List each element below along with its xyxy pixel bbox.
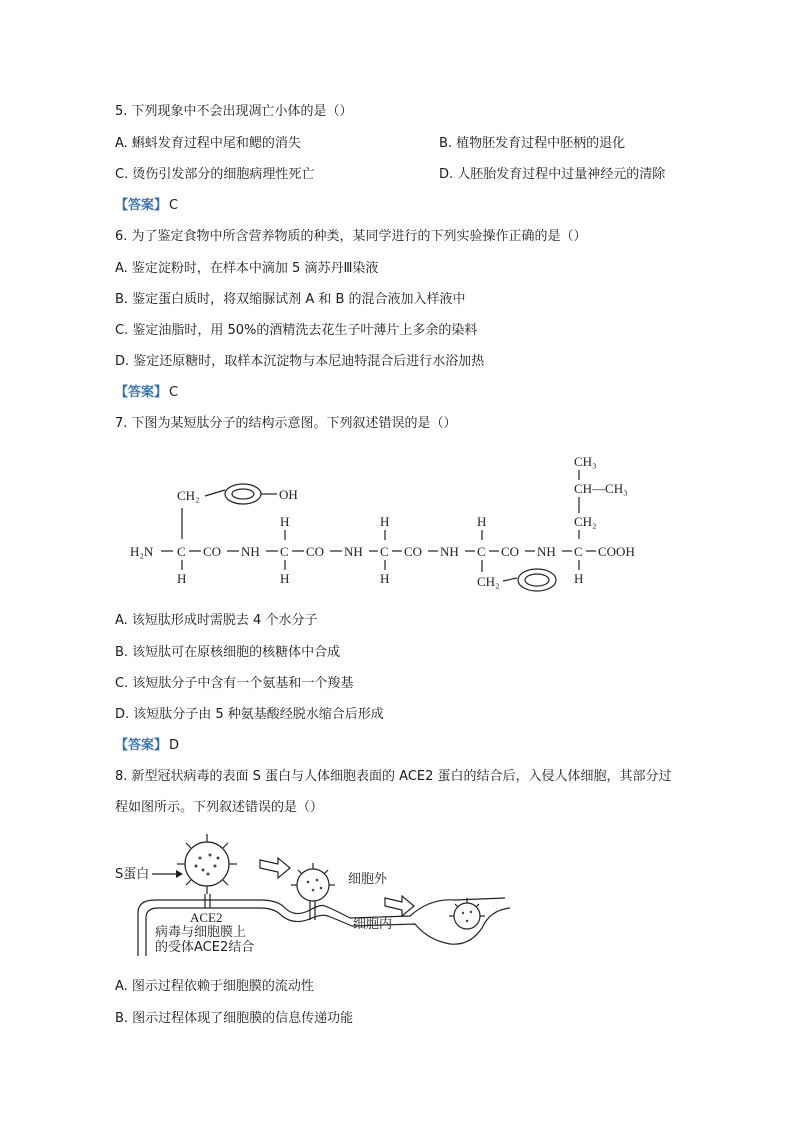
process-arrow-2-icon (385, 896, 414, 916)
q7-option-c: C. 该短肽分子中含有一个氨基和一个羧基 (115, 676, 354, 691)
answer-tag: 【答案】 (115, 738, 168, 753)
h2-top: H (280, 514, 290, 529)
q5-answer (115, 198, 178, 214)
r5-ch3-label: CH₃ (574, 454, 597, 469)
q5-option-b: B. 植物胚发育过程中胚柄的退化 (439, 136, 626, 151)
q8-stem-line1: 8. 新型冠状病毒的表面 S 蛋白与人体细胞表面的 ACE2 蛋白的结合后，入侵人体细胞，其部分过 (115, 769, 672, 784)
caption-line2: 的受体ACE2结合 (155, 940, 255, 955)
q8-option-a: A. 图示过程依赖于细胞膜的流动性 (115, 979, 314, 994)
q7-stem: 7. 下图为某短肽分子的结构示意图。下列叙述错误的是（） (115, 416, 457, 431)
process-arrow-1-icon (260, 858, 290, 878)
virus-particle-2 (291, 863, 335, 901)
c5-label: C (574, 544, 583, 559)
h1-bottom: H (177, 571, 187, 586)
h4-top: H (477, 514, 487, 529)
inside-label: 细胞内 (353, 917, 393, 932)
h2-bottom: H (280, 571, 290, 586)
peptide-structure-diagram (125, 450, 665, 600)
q5-option-a: A. 蝌蚪发育过程中尾和鳃的消失 (115, 136, 301, 151)
answer-tag: 【答案】 (115, 198, 168, 213)
h3-top: H (380, 514, 390, 529)
q6-answer (115, 385, 178, 401)
q6-stem: 6. 为了鉴定食物中所含营养物质的种类，某同学进行的下列实验操作正确的是（） (115, 229, 587, 244)
r1-oh-label: OH (279, 487, 298, 502)
c4-label: C (477, 544, 486, 559)
nh4-label: NH (537, 544, 556, 559)
s-protein-label: S蛋白 (115, 867, 150, 882)
r4-ch2-label: CH₂ (477, 574, 500, 589)
nh1-label: NH (241, 544, 260, 559)
q7-option-d: D. 该短肽分子由 5 种氨基酸经脱水缩合后形成 (115, 707, 384, 722)
nh3-label: NH (440, 544, 459, 559)
q6-option-a: A. 鉴定淀粉时，在样本中滴加 5 滴苏丹Ⅲ染液 (115, 261, 379, 276)
answer-tag: 【答案】 (115, 385, 168, 400)
q5-option-d: D. 人胚胎发育过程中过量神经元的清除 (439, 167, 666, 182)
cooh-label: COOH (598, 544, 635, 559)
q6-option-c: C. 鉴定油脂时，用 50%的酒精洗去花生子叶薄片上多余的染料 (115, 323, 478, 338)
c2-label: C (280, 544, 289, 559)
q7-option-a: A. 该短肽形成时需脱去 4 个水分子 (115, 613, 318, 628)
co3-label: CO (404, 544, 423, 559)
outside-label: 细胞外 (348, 872, 388, 887)
virus-particle-3 (449, 898, 485, 929)
ace2-label: ACE2 (190, 910, 223, 925)
q8-option-b: B. 图示过程体现了细胞膜的信息传递功能 (115, 1011, 354, 1026)
q7-option-b: B. 该短肽可在原核细胞的核糖体中合成 (115, 645, 341, 660)
c1-label: C (177, 544, 186, 559)
q6-option-b: B. 鉴定蛋白质时，将双缩脲试剂 A 和 B 的混合液加入样液中 (115, 292, 466, 307)
q7-answer (115, 738, 179, 754)
c3-label: C (380, 544, 389, 559)
q8-stem-line2: 程如图所示。下列叙述错误的是（） (115, 800, 324, 815)
virus-particle-1 (177, 834, 237, 894)
h3-bottom: H (380, 571, 390, 586)
arrow-head-icon (176, 870, 183, 878)
co2-label: CO (306, 544, 325, 559)
q5-stem: 5. 下列现象中不会出现凋亡小体的是（） (115, 104, 353, 119)
answer-value: C (169, 385, 179, 400)
co4-label: CO (501, 544, 520, 559)
r5-ch-label: CH—CH₃ (574, 481, 628, 496)
q6-option-d: D. 鉴定还原糖时，取样本沉淀物与本尼迪特混合后进行水浴加热 (115, 354, 485, 369)
r5-ch2-label: CH₂ (574, 514, 597, 529)
h5-bottom: H (574, 571, 584, 586)
co1-label: CO (203, 544, 222, 559)
nh2-label: NH (344, 544, 363, 559)
answer-value: D (169, 738, 180, 753)
caption-line1: 病毒与细胞膜上 (155, 925, 247, 940)
answer-value: C (169, 198, 179, 213)
r1-ch2-label: CH₂ (177, 488, 200, 503)
h2n-label: H₂N (130, 544, 154, 559)
q5-option-c: C. 烫伤引发部分的细胞病理性死亡 (115, 167, 315, 182)
virus-entry-diagram (110, 828, 530, 963)
